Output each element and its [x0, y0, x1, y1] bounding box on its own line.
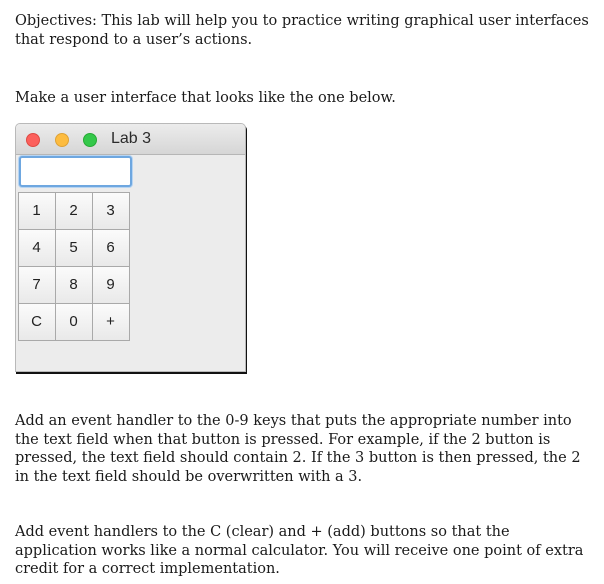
event-handler-paragraph: Add an event handler to the 0-9 keys that puts the appropriate number into the text field when that button is pressed. For example, if the 2 button is pressed, the text field should contain 2. If the 3 button is then pressed, the 2 in the text field should be overwritten with a 3. — [15, 413, 581, 485]
key-1-button[interactable]: 1 — [18, 192, 56, 230]
instruction-paragraph: Make a user interface that looks like the one below. — [15, 90, 396, 106]
display-textfield[interactable] — [19, 156, 132, 187]
close-icon[interactable] — [26, 133, 40, 147]
minimize-icon[interactable] — [55, 133, 69, 147]
objectives-paragraph: Objectives: This lab will help you to practice writing graphical user interfaces that respond to a user’s actions. — [15, 13, 589, 48]
key-0-button[interactable]: 0 — [55, 303, 93, 341]
key-7-button[interactable]: 7 — [18, 266, 56, 304]
key-5-button[interactable]: 5 — [55, 229, 93, 267]
keypad — [18, 192, 129, 340]
zoom-icon[interactable] — [83, 133, 97, 147]
window-titlebar — [16, 124, 245, 155]
key-4-button[interactable]: 4 — [18, 229, 56, 267]
window-title: Lab 3 — [111, 130, 152, 147]
key-2-button[interactable]: 2 — [55, 192, 93, 230]
key-3-button[interactable]: 3 — [92, 192, 130, 230]
add-button[interactable]: + — [92, 303, 130, 341]
extra-credit-paragraph: Add event handlers to the C (clear) and + (add) buttons so that the application works like a normal calculator. You will receive one point of extra credit for a correct implementation. — [15, 524, 584, 577]
key-9-button[interactable]: 9 — [92, 266, 130, 304]
lab3-window-screenshot — [15, 123, 246, 372]
clear-button[interactable]: C — [18, 303, 56, 341]
key-8-button[interactable]: 8 — [55, 266, 93, 304]
key-6-button[interactable]: 6 — [92, 229, 130, 267]
